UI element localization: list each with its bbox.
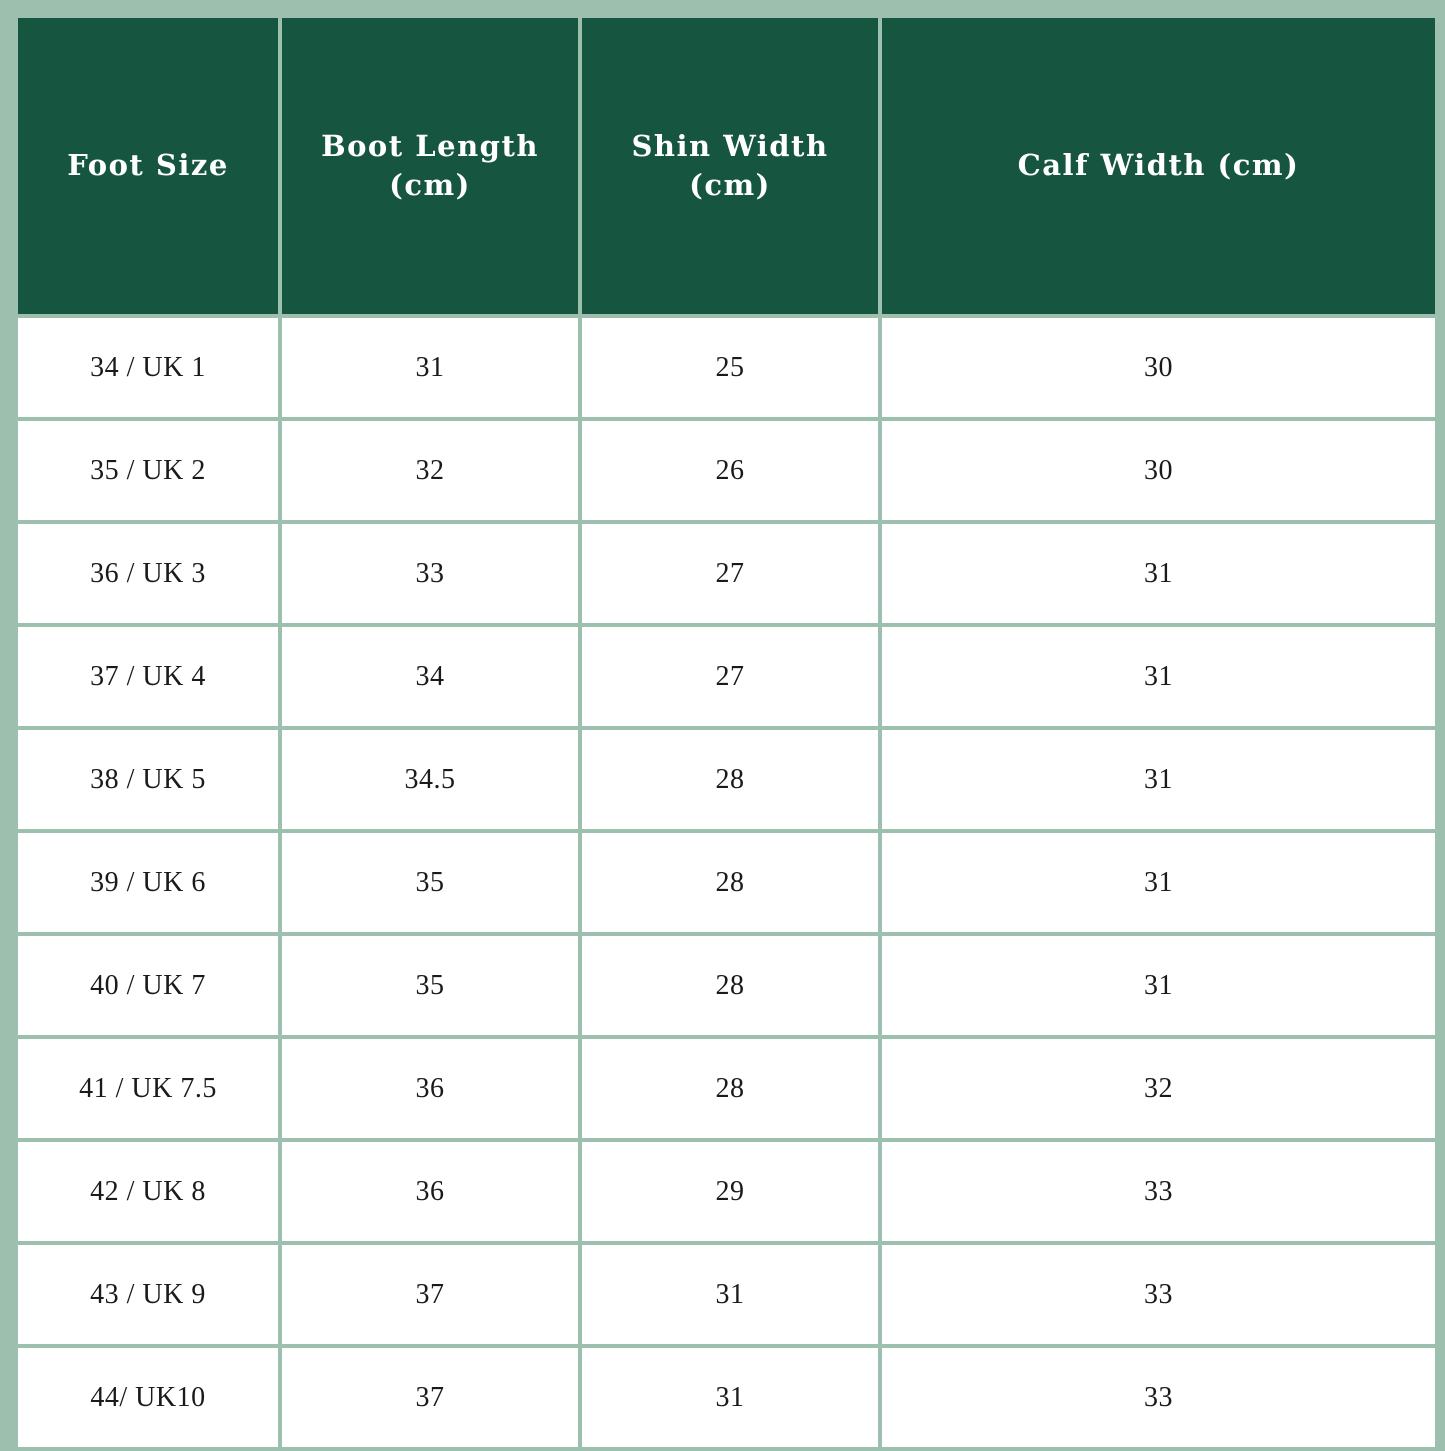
cell-foot-size: 40 / UK 7 [18,936,278,1035]
cell-boot-length: 37 [282,1245,578,1344]
cell-calf-width: 31 [882,936,1435,1035]
table-row [18,524,1435,623]
cell-shin-width: 31 [582,1348,878,1447]
cell-foot-size: 34 / UK 1 [18,318,278,417]
cell-calf-width: 31 [882,833,1435,932]
column-header-shin-width: Shin Width (cm) [582,18,878,314]
cell-calf-width: 31 [882,627,1435,726]
cell-shin-width: 26 [582,421,878,520]
cell-foot-size: 39 / UK 6 [18,833,278,932]
cell-boot-length: 36 [282,1142,578,1241]
cell-calf-width: 31 [882,730,1435,829]
cell-calf-width: 30 [882,318,1435,417]
cell-shin-width: 27 [582,627,878,726]
table-row [18,833,1435,932]
cell-foot-size: 35 / UK 2 [18,421,278,520]
cell-boot-length: 34.5 [282,730,578,829]
table-row [18,627,1435,726]
column-header-foot-size: Foot Size [18,18,278,314]
table-row [18,730,1435,829]
table-row [18,1039,1435,1138]
cell-foot-size: 38 / UK 5 [18,730,278,829]
cell-foot-size: 43 / UK 9 [18,1245,278,1344]
cell-shin-width: 28 [582,936,878,1035]
cell-boot-length: 36 [282,1039,578,1138]
table-header [18,18,1435,314]
cell-boot-length: 35 [282,936,578,1035]
cell-boot-length: 32 [282,421,578,520]
cell-boot-length: 37 [282,1348,578,1447]
table-body [18,318,1435,1447]
cell-boot-length: 33 [282,524,578,623]
table-row [18,936,1435,1035]
column-header-calf-width: Calf Width (cm) [882,18,1435,314]
table-row [18,421,1435,520]
cell-foot-size: 37 / UK 4 [18,627,278,726]
boot-size-table [14,14,1439,1451]
cell-shin-width: 28 [582,730,878,829]
cell-calf-width: 31 [882,524,1435,623]
cell-calf-width: 33 [882,1348,1435,1447]
cell-shin-width: 27 [582,524,878,623]
cell-shin-width: 29 [582,1142,878,1241]
header-row [18,18,1435,314]
cell-boot-length: 34 [282,627,578,726]
cell-foot-size: 44/ UK10 [18,1348,278,1447]
table-row [18,318,1435,417]
table-row [18,1142,1435,1241]
cell-shin-width: 28 [582,833,878,932]
cell-calf-width: 33 [882,1142,1435,1241]
cell-boot-length: 31 [282,318,578,417]
cell-shin-width: 25 [582,318,878,417]
cell-shin-width: 31 [582,1245,878,1344]
cell-calf-width: 30 [882,421,1435,520]
cell-foot-size: 41 / UK 7.5 [18,1039,278,1138]
table-row [18,1245,1435,1344]
cell-calf-width: 32 [882,1039,1435,1138]
cell-boot-length: 35 [282,833,578,932]
cell-foot-size: 36 / UK 3 [18,524,278,623]
column-header-boot-length: Boot Length (cm) [282,18,578,314]
cell-foot-size: 42 / UK 8 [18,1142,278,1241]
table-row [18,1348,1435,1447]
cell-calf-width: 33 [882,1245,1435,1344]
cell-shin-width: 28 [582,1039,878,1138]
